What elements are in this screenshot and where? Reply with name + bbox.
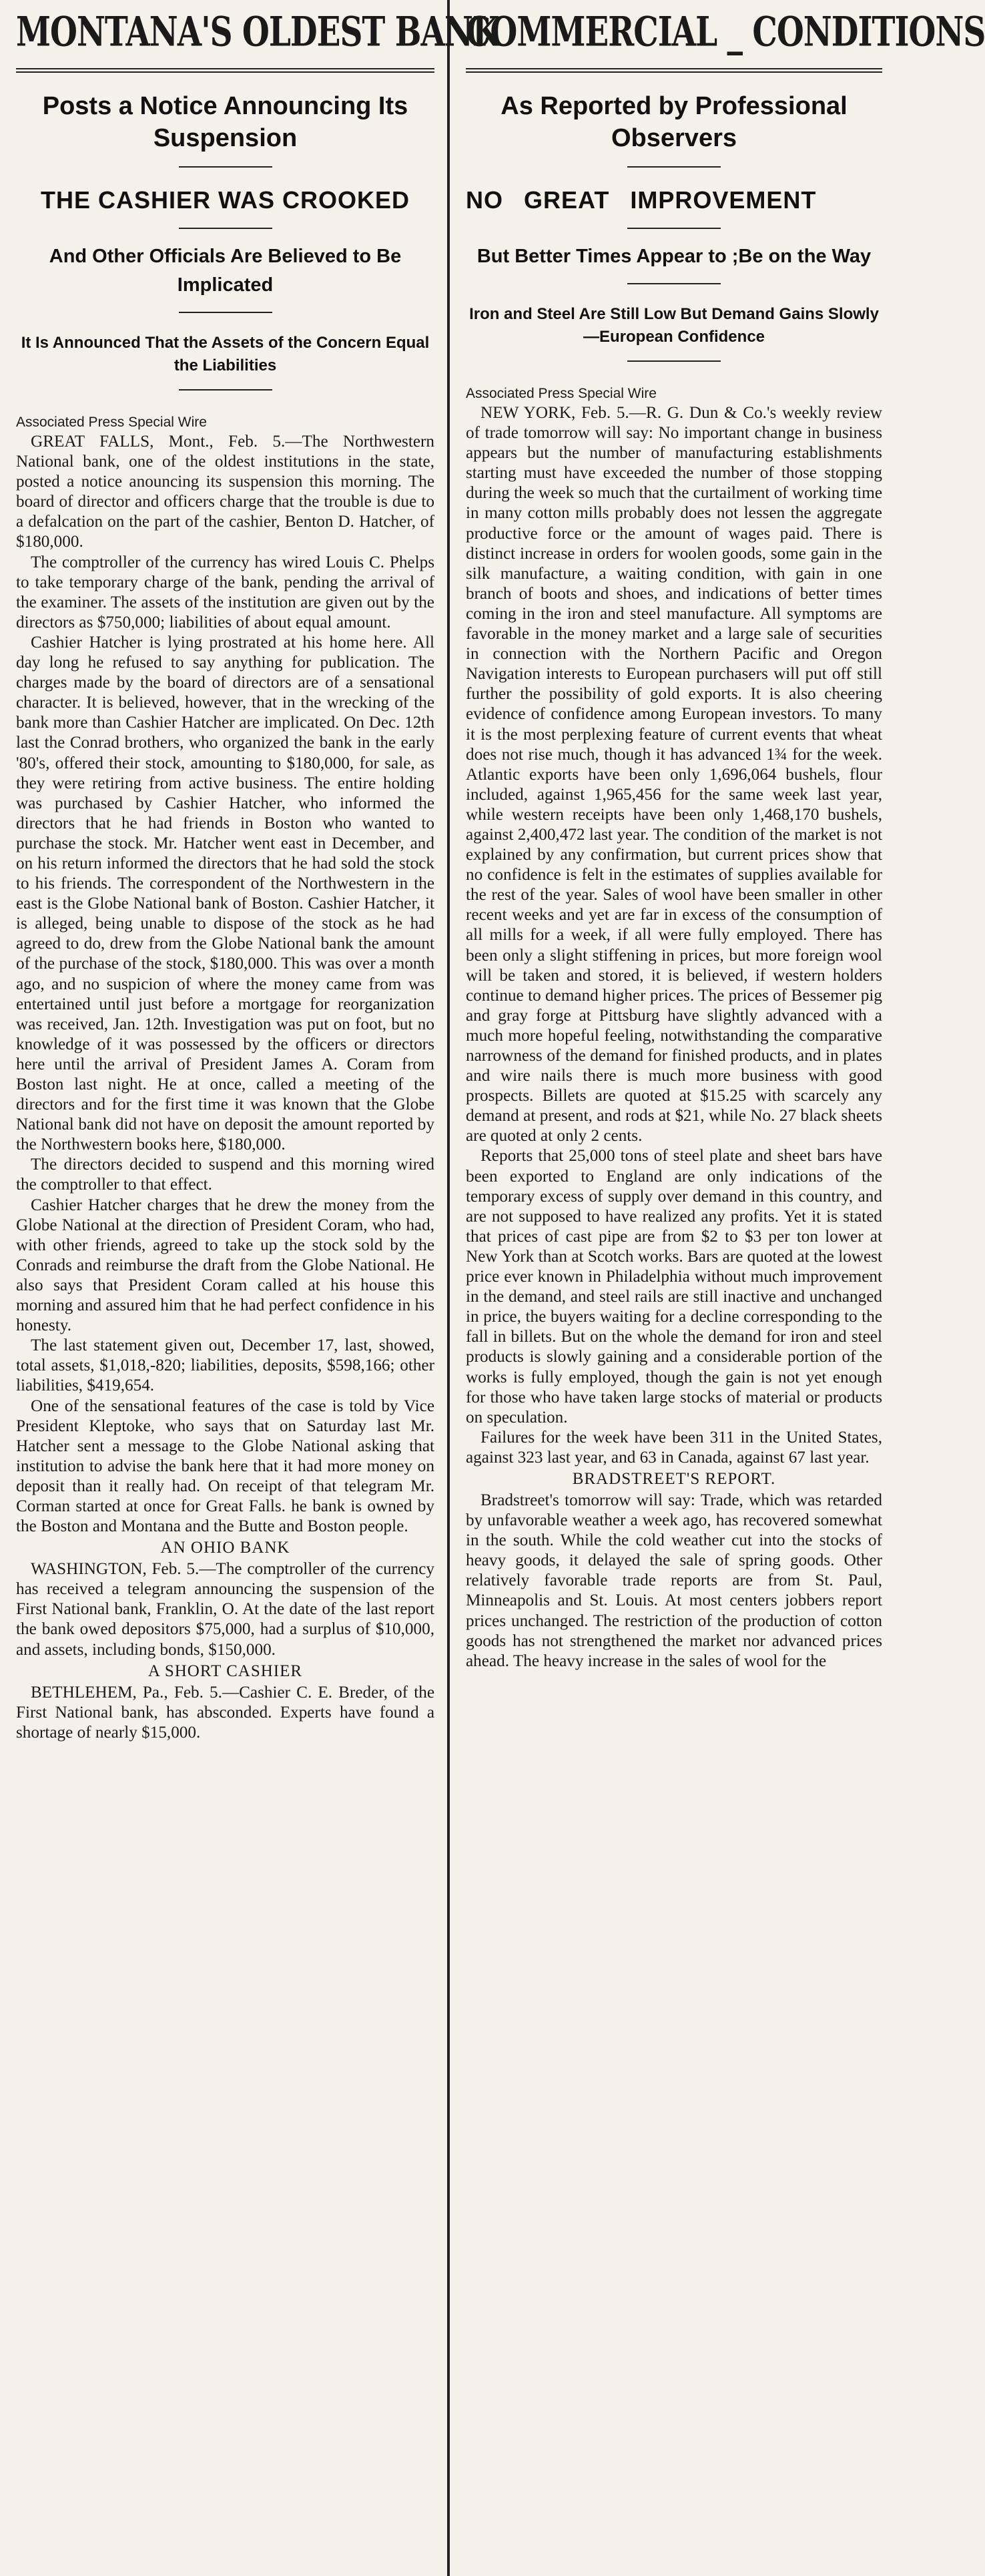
- right-divider-4: [627, 360, 721, 362]
- left-masthead: MONTANA'S OLDEST BANK: [16, 8, 499, 57]
- ohio-bank-subhead: AN OHIO BANK: [160, 1539, 290, 1557]
- right-divider-2: [627, 228, 721, 229]
- article-paragraph: Reports that 25,000 tons of steel plate and sheet bars have been exported to England are only indications of the temporary excess of supply over demand in this country, and are not supposed to have realized any profits. Yet it is stated that prices of cast pipe are from $2 to $3 per ton lower at New York than at Scotch works. Bars are quoted at the lowest price ever known in Philadelphia without much improvement in the demand, and steel rails are still inactive and unchanged in price, the buyers waiting for a decline corresponding to the fall in billets. But on the whole the demand for iron and steel products is slowly gaining and a considerable portion of the works is fully employed, though the gain is not yet enough for those who have taken large stocks of material or products on speculation.: [466, 1147, 882, 1427]
- left-deck-4: It Is Announced That the Assets of the Concern Equal the Liabilities: [21, 334, 430, 374]
- bradstreet-subhead: BRADSTREET'S REPORT.: [572, 1469, 776, 1488]
- left-divider-4: [179, 389, 272, 391]
- right-divider-1: [627, 166, 721, 168]
- column-divider: [447, 0, 450, 2576]
- article-paragraph: The directors decided to suspend and this morning wired the comptroller to that effect.: [16, 1155, 434, 1194]
- bradstreet-paragraph: Bradstreet's tomorrow will say: Trade, which was retarded by unfavorable weather a week ago, has recovered somewhat in the south. While the cold weather cut into the stocks of heavy goods, it delayed the sale of spring goods. Other relatively favorable trade reports are from St. Paul, Minneapolis and St. Louis. At most centers jobbers report prices unchanged. The restriction of the production of cotton goods has not strengthened the market nor advanced prices ahead. The heavy increase in the sales of wool for the: [466, 1491, 882, 1670]
- right-article-body: [466, 403, 882, 1671]
- article-paragraph: The last statement given out, December 17, last, showed, total assets, $1,018,-820; liabilities, deposits, $598,166; other liabilities, $419,654.: [16, 1336, 434, 1395]
- left-article-body: [16, 432, 434, 1743]
- short-cashier-subhead: A SHORT CASHIER: [147, 1661, 303, 1680]
- left-deck-1: Posts a Notice Announcing Its Suspension: [42, 92, 408, 152]
- left-wire-credit: Associated Press Special Wire: [16, 415, 207, 430]
- left-deck-3: And Other Officials Are Believed to Be Implicated: [49, 246, 402, 296]
- article-paragraph: Failures for the week have been 311 in the United States, against 323 last year, and 63 in Canada, against 67 last year.: [466, 1428, 882, 1467]
- article-paragraph: Cashier Hatcher is lying prostrated at his home here. All day long he refused to say anything for publication. The charges made by the board of directors are of a sensational character. It is believed, however, that in the wrecking of the bank more than Cashier Hatcher are implicated. On Dec. 12th last the Conrad brothers, who organized the bank in the early '80's, offered their stock, amounting to $180,000, for sale, as they were retiring from active business. The entire holding was purchased by Cashier Hatcher, who informed the directors that he had friends in Boston who wanted to purchase the stock. Mr. Hatcher went east in December, and on his return informed the directors that he had sold the stock to his friends. The correspondent of the Northwestern in the east is the Globe National bank of Boston. Cashier Hatcher, it is alleged, being unable to dispose of the stock as he had agreed to do, drew from the Globe National bank the amount of the purchase of the stock, $180,000. This was over a month ago, and no suspicion of where the money came from was entertained until just before a mortgage for reorganization was received, Jan. 12th. Investigation was put on foot, but no knowledge of it was possessed by the officers or directors here until the arrival of President James A. Coram from Boston last night. He at once, called a meeting of the directors and for the first time it was known that the Globe National bank did not have on deposit the amount reported by the Northwestern books here, $180,000.: [16, 633, 434, 1154]
- short-cashier-paragraph: BETHLEHEM, Pa., Feb. 5.—Cashier C. E. Breder, of the First National bank, has absconded. Experts have found a shortage of nearly $15,000.: [16, 1683, 434, 1742]
- left-divider-2: [179, 228, 272, 229]
- ohio-bank-paragraph: WASHINGTON, Feb. 5.—The comptroller of the currency has received a telegram announcing the suspension of the First National bank, Franklin, O. At the date of the last report the bank owed depositors $75,000, had a surplus of $10,000, and assets, including bonds, $150,000.: [16, 1560, 434, 1659]
- right-deck-2: NO GREAT IMPROVEMENT: [466, 186, 817, 214]
- left-divider-3: [179, 312, 272, 313]
- article-paragraph: One of the sensational features of the case is told by Vice President Kleptoke, who says that on Saturday last Mr. Hatcher sent a message to the Globe National asking that institution to advise the bank here that it had more money on deposit than it really had. On receipt of that telegram Mr. Corman started at once for Great Falls. he bank is owned by the Boston and Montana and the Butte and Boston people.: [16, 1396, 434, 1536]
- right-deck-1: As Reported by Professional Observers: [501, 92, 848, 152]
- article-paragraph: Cashier Hatcher charges that he drew the money from the Globe National at the direction of President Coram, who had, with other friends, agreed to take up the stock sold by the Conrads and reimburse the draft from the Globe National. He also says that President Coram called at his house this morning and assured him that he had perfect confidence in his honesty.: [16, 1196, 434, 1335]
- right-divider-3: [627, 283, 721, 284]
- article-paragraph: GREAT FALLS, Mont., Feb. 5.—The Northwestern National bank, one of the oldest institutions in the state, posted a notice anouncing its suspension this morning. The board of director and officers charge that the trouble is due to a defalcation on the part of the cashier, Benton D. Hatcher, of $180,000.: [16, 433, 434, 551]
- right-deck-3: But Better Times Appear to ;Be on the Way: [476, 246, 872, 267]
- right-wire-credit: Associated Press Special Wire: [466, 386, 657, 401]
- right-masthead: COMMERCIAL _ CONDITIONS: [466, 8, 985, 57]
- right-deck-4: Iron and Steel Are Still Low But Demand Gains Slowly—European Confidence: [469, 305, 879, 346]
- right-column: [454, 0, 985, 2576]
- article-paragraph: The comptroller of the currency has wired Louis C. Phelps to take temporary charge of the bank, pending the arrival of the examiner. The assets of the institution are given out by the directors as $750,000; liabilities of about equal amount.: [16, 553, 434, 631]
- left-divider-1: [179, 166, 272, 168]
- left-deck-2: THE CASHIER WAS CROOKED: [40, 186, 410, 214]
- article-paragraph: NEW YORK, Feb. 5.—R. G. Dun & Co.'s weekly review of trade tomorrow will say: No important change in business appears but the number of manufacturing establishments starting must have exceeded the number of those stopping during the week so much that the curtailment of working time in many cotton mills probably does not lessen the aggregate productive force or the amount of wages paid. There is distinct increase in orders for woolen goods, some gain in the silk manufacture, a waiting condition, with gain in one branch of boots and shoes, and indications of better times coming in the iron and steel manufacture. All symptoms are favorable in the money market and a large sale of securities in connection with the Northern Pacific and Oregon Navigation interests to European purchasers will put off still further the possibility of gold exports. It is also cheering evidence of confidence among European investors. To many it is the most perplexing feature of current events that wheat does not rise much, though it has advanced 1¾ for the week. Atlantic exports have been only 1,696,064 bushels, flour included, against 1,965,456 for the same week last year, while western receipts have been only 1,468,170 bushels, against 2,400,472 last year. The condition of the market is not explained by any confirmation, but current prices show that no confidence is felt in the estimates of supplies available for the rest of the year. Sales of wool have been smaller in other recent weeks and yet are far in excess of the consumption of all mills for a week, if all were fully employed. There has been only a slight stiffening in prices, but more foreign wool will be taken and stored, it is believed, if western holders continue to demand higher prices. The prices of Bessemer pig and gray forge at Pittsburg have slightly advanced with a much more hopeful feeling, notwithstanding the comparative narrowness of the demand for finished products, and in plates and wire nails there is much more business with good prospects. Billets are quoted at $15.25 with scarcely any demand at present, and rods at $21, while No. 27 black sheets are quoted at only 2 cents.: [466, 404, 882, 1145]
